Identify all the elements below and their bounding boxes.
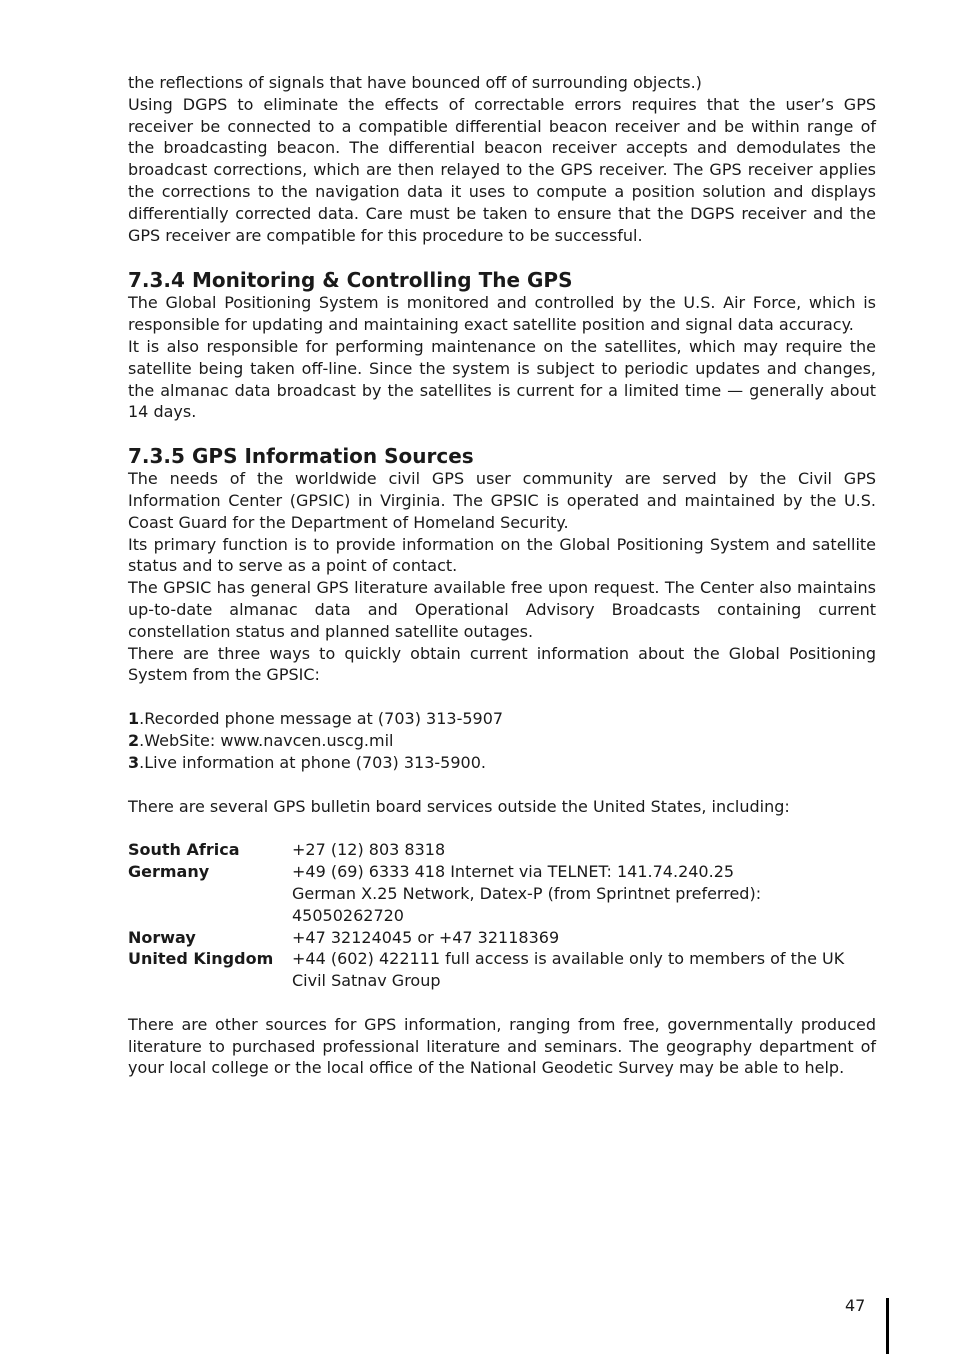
contact-info: +44 (602) 422111 full access is available only to members of the UK Civil Satnav Group [292,949,845,991]
table-row [128,948,876,992]
list-item-text: WebSite: www.navcen.uscg.mil [144,730,394,750]
section-735-paragraph-1: The needs of the worldwide civil GPS user community are served by the Civil GPS Information Center (GPSIC) in Virginia. The GPSIC is operated and maintained by the U.S. Coast Guard for the Department of Homeland Security. [128,469,876,532]
section-title: GPS Information Sources [192,444,474,469]
list-item-number: 3 [128,752,140,772]
list-item-number: 1 [128,709,140,729]
country-name: Norway [128,927,196,947]
section-735-paragraph-3: The GPSIC has general GPS literature available free upon request. The Center also maintains up-to-date almanac data and Operational Advisory Broadcasts containing current constellation status and planned satellite outages. [128,578,876,641]
closing-paragraph: There are other sources for GPS information, ranging from free, governmentally produced literature to purchased professional literature and seminars. The geography department of your local college or the local office of the National Geodetic Survey may be able to help. [128,1014,876,1078]
table-row [128,883,876,927]
section-heading-735 [128,444,876,468]
list-item: 1.Recorded phone message at (703) 313-5907 [128,709,504,729]
section-735-paragraph-4: There are three ways to quickly obtain current information about the Global Positioning System from the GPSIC: [128,643,876,685]
page-number: 47 [845,1296,866,1315]
section-734-paragraph-1: The Global Positioning System is monitored and controlled by the U.S. Air Force, which is responsible for updating and maintaining exact satellite position and signal data accuracy. [128,293,876,335]
country-name: South Africa [128,840,240,860]
bulletin-board-table [128,839,876,992]
contact-info: +27 (12) 803 8318 [292,840,446,860]
table-row [128,927,876,949]
list-item-text: Recorded phone message at (703) 313-5907 [144,709,504,729]
list-item-number: 2 [128,730,140,750]
list-item: 2.WebSite: www.navcen.uscg.mil [128,730,394,750]
bulletin-intro: There are several GPS bulletin board services outside the United States, including: [128,796,790,816]
section-title: Monitoring & Controlling The GPS [192,268,573,293]
section-number: 7.3.5 [128,444,185,469]
section-heading-734 [128,268,876,292]
intro-paragraph-2: Using DGPS to eliminate the effects of correctable errors requires that the user’s GPS receiver be connected to a compatible differential beacon receiver and be within range of the broadcasting beacon. The differential beacon receiver accepts and demodulates the broadcast corrections, which are then relayed to the GPS receiver. The GPS receiver applies the corrections to the navigation data it uses to compute a position solution and displays differentially corrected data. Care must be taken to ensure that the DGPS receiver and the GPS receiver are compatible for this procedure to be successful. [128,94,876,245]
section-734-paragraph-2: It is also responsible for performing maintenance on the satellites, which may require the satellite being taken off-line. Since the system is subject to periodic updates and changes, the almanac data broadcast by the satellites is current for a limited time — generally about 14 days. [128,336,876,422]
list-item: 3.Live information at phone (703) 313-5900. [128,752,486,772]
country-name: Germany [128,862,210,882]
intro-paragraph-1: the reflections of signals that have bounced off of surrounding objects.) [128,73,702,92]
country-name: United Kingdom [128,949,274,969]
contact-info: +47 32124045 or +47 32118369 [292,927,560,947]
contact-list [128,708,876,773]
contact-info: +49 (69) 6333 418 Internet via TELNET: 141.74.240.25 [292,862,735,882]
page-edge-rule [886,1298,889,1354]
section-735-paragraph-2: Its primary function is to provide information on the Global Positioning System and satellite status and to serve as a point of contact. [128,534,876,576]
section-number: 7.3.4 [128,268,185,293]
list-item-text: Live information at phone (703) 313-5900. [144,752,486,772]
page-content [128,72,876,1079]
contact-info: German X.25 Network, Datex-P (from Sprintnet preferred): 45050262720 [292,883,762,925]
table-row [128,861,876,883]
table-row [128,839,876,861]
